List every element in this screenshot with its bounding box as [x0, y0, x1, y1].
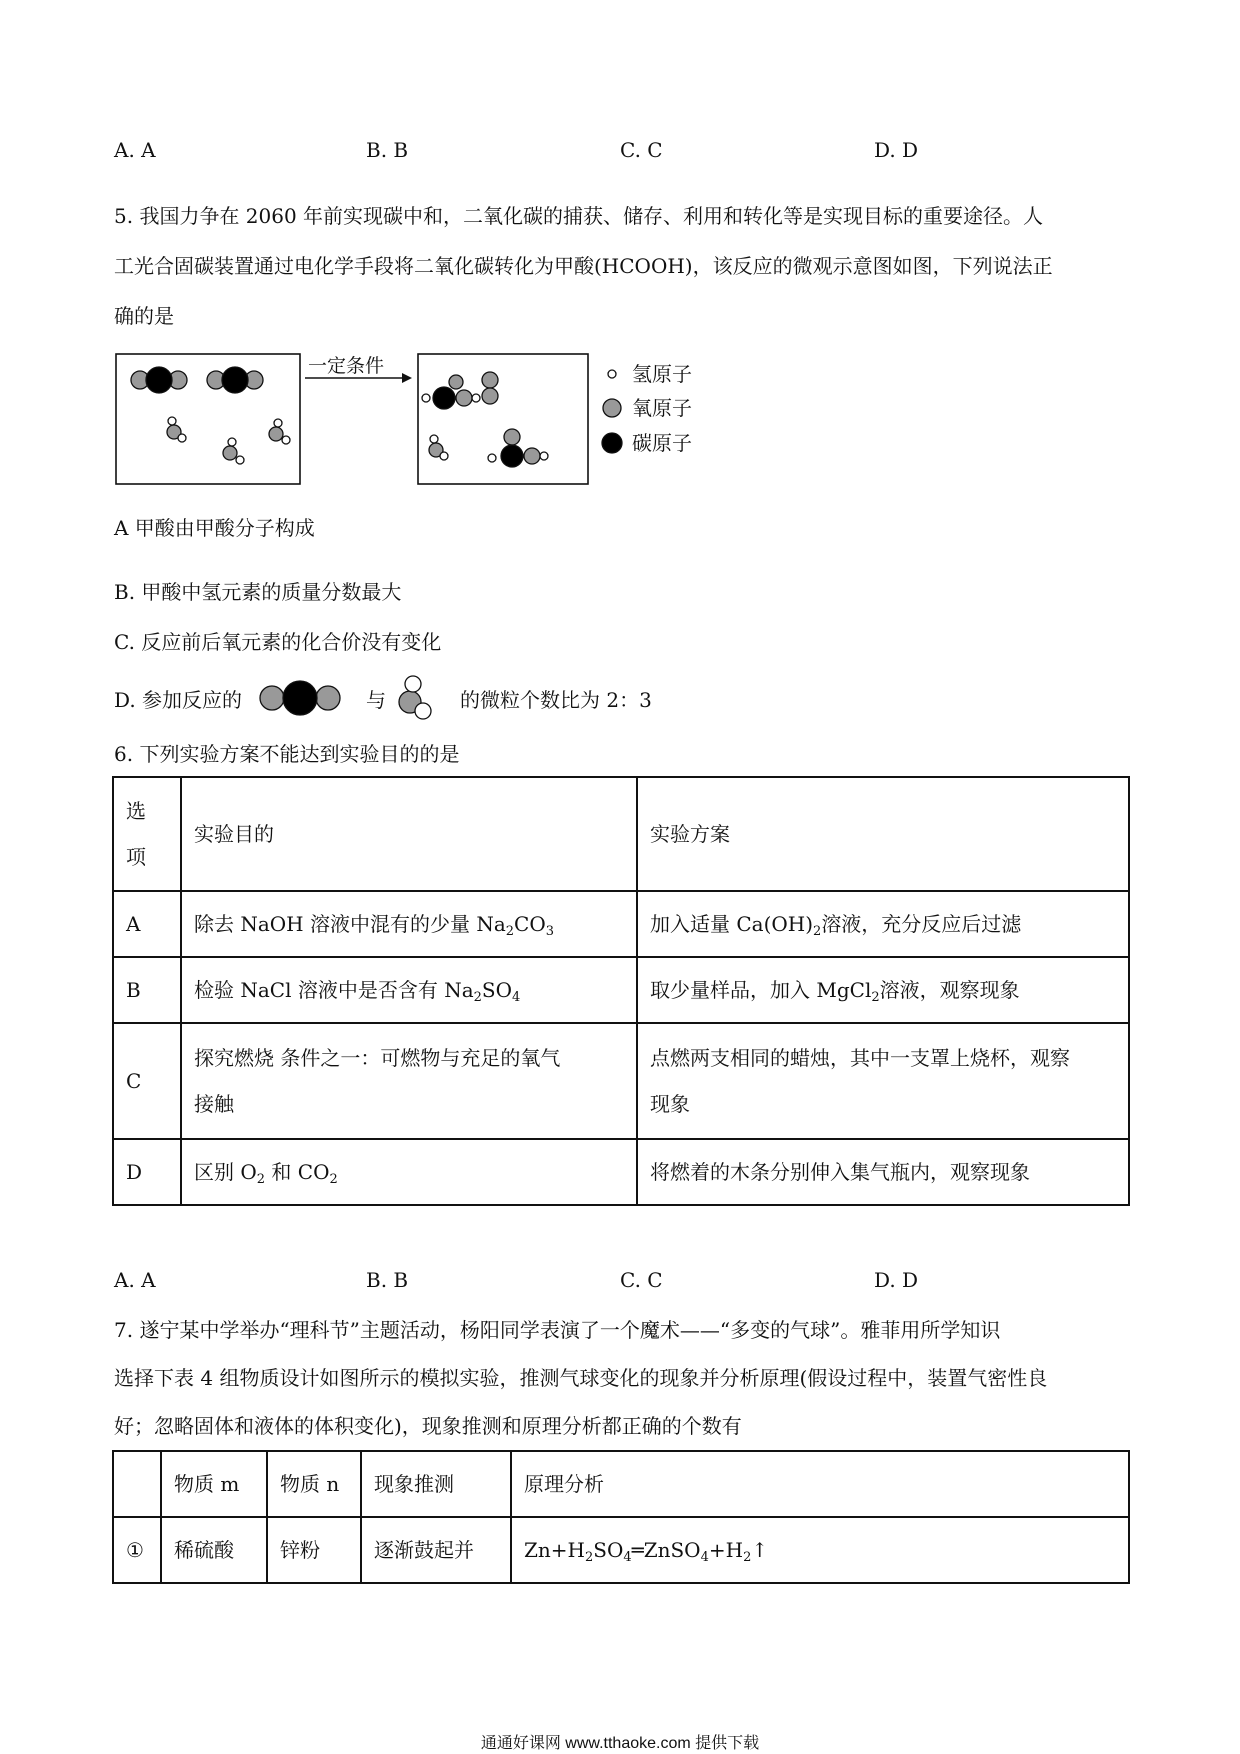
header-blank — [113, 1451, 161, 1517]
row-a-option: A — [113, 891, 181, 957]
q6-option-c: C. C — [620, 1268, 663, 1292]
header-phenomenon: 现象推测 — [361, 1451, 511, 1517]
q5-option-d-prefix: D. 参加反应的 — [114, 688, 243, 712]
legend-hydrogen: 氢原子 — [632, 362, 692, 386]
header-option: 选 项 — [113, 777, 181, 891]
header-principle: 原理分析 — [511, 1451, 1129, 1517]
q6-table — [112, 776, 1130, 1206]
row-b-option: B — [113, 957, 181, 1023]
row-1-number: ① — [113, 1517, 161, 1583]
row-b-plan: 取少量样品，加入 MgCl$_2$溶液，观察现象 — [637, 957, 1129, 1023]
q7-table — [112, 1450, 1130, 1584]
row-1-phenomenon: 逐渐鼓起并 — [361, 1517, 511, 1583]
q4-answer-options — [114, 138, 1134, 166]
water-molecule-icon — [390, 674, 440, 724]
q6-option-d: D. D — [874, 1268, 919, 1292]
q4-option-b: B. B — [366, 138, 409, 162]
q4-option-c: C. C — [620, 138, 663, 162]
page-footer: 通通好课网 www.tthaoke.com 提供下载 — [480, 1735, 760, 1752]
q5-option-d-and: 与 — [366, 688, 386, 712]
row-1-substance-n: 锌粉 — [267, 1517, 361, 1583]
legend-carbon: 碳原子 — [632, 431, 692, 455]
q5-option-d-suffix: 的微粒个数比为 2：3 — [460, 688, 652, 712]
table-row — [113, 891, 1129, 957]
q4-option-d: D. D — [874, 138, 919, 162]
row-1-substance-m: 稀硫酸 — [161, 1517, 267, 1583]
reaction-micro-diagram — [100, 346, 720, 492]
row-d-plan: 将燃着的木条分别伸入集气瓶内，观察现象 — [637, 1139, 1129, 1205]
q6-option-b: B. B — [366, 1268, 409, 1292]
table-row — [113, 1139, 1129, 1205]
q6-stem: 6. 下列实验方案不能达到实验目的的是 — [114, 742, 460, 766]
table-header-row — [113, 777, 1129, 891]
q4-option-a: A. A — [114, 138, 156, 162]
legend-oxygen: 氧原子 — [632, 396, 692, 420]
table-row — [113, 957, 1129, 1023]
table-row — [113, 1023, 1129, 1139]
table-row — [113, 1517, 1129, 1583]
q6-option-a: A. A — [114, 1268, 156, 1292]
header-plan: 实验方案 — [637, 777, 1129, 891]
q7-stem-line2: 选择下表 4 组物质设计如图所示的模拟实验，推测气球变化的现象并分析原理(假设过程中，装置气密性良 — [114, 1366, 1048, 1390]
row-b-purpose: 检验 NaCl 溶液中是否含有 $Na_2SO_4$ — [181, 957, 637, 1023]
q5-option-c: C. 反应前后氧元素的化合价没有变化 — [114, 630, 442, 654]
header-substance-m: 物质 m — [161, 1451, 267, 1517]
q5-stem-line1: 5. 我国力争在 2060 年前实现碳中和，二氧化碳的捕获、储存、利用和转化等是实现目标的重要途径。人 — [114, 204, 1044, 228]
co2-molecule-icon — [256, 674, 346, 722]
header-substance-n: 物质 n — [267, 1451, 361, 1517]
arrow-condition-label: 一定条件 — [308, 355, 385, 377]
row-a-plan: 加入适量 $Ca(OH)_2$溶液，充分反应后过滤 — [637, 891, 1129, 957]
row-1-principle: $Zn+H_2SO_4═ZnSO_4+H_2↑$ — [511, 1517, 1129, 1583]
q5-option-a: A 甲酸由甲酸分子构成 — [114, 516, 315, 540]
row-c-purpose: 探究燃烧 条件之一：可燃物与充足的氧气 接触 — [181, 1023, 637, 1139]
q5-option-d — [114, 674, 814, 724]
q7-stem-line3: 好；忽略固体和液体的体积变化)，现象推测和原理分析都正确的个数有 — [114, 1414, 742, 1438]
q5-stem-line3: 确的是 — [114, 304, 174, 328]
q6-answer-options — [114, 1268, 1134, 1296]
row-c-plan: 点燃两支相同的蜡烛，其中一支罩上烧杯，观察 现象 — [637, 1023, 1129, 1139]
row-d-option: D — [113, 1139, 181, 1205]
row-a-purpose: 除去 NaOH 溶液中混有的少量 $Na_2CO_3$ — [181, 891, 637, 957]
table-header-row — [113, 1451, 1129, 1517]
q5-stem-line2: 工光合固碳装置通过电化学手段将二氧化碳转化为甲酸(HCOOH)，该反应的微观示意图如图，下列说法正 — [114, 254, 1053, 278]
row-c-option: C — [113, 1023, 181, 1139]
q7-stem-line1: 7. 遂宁某中学举办“理科节”主题活动，杨阳同学表演了一个魔术——“多变的气球”。雅菲用所学知识 — [114, 1318, 1001, 1342]
q5-option-b: B. 甲酸中氢元素的质量分数最大 — [114, 580, 402, 604]
row-d-purpose: 区别 $O_2$ 和 $CO_2$ — [181, 1139, 637, 1205]
header-purpose: 实验目的 — [181, 777, 637, 891]
